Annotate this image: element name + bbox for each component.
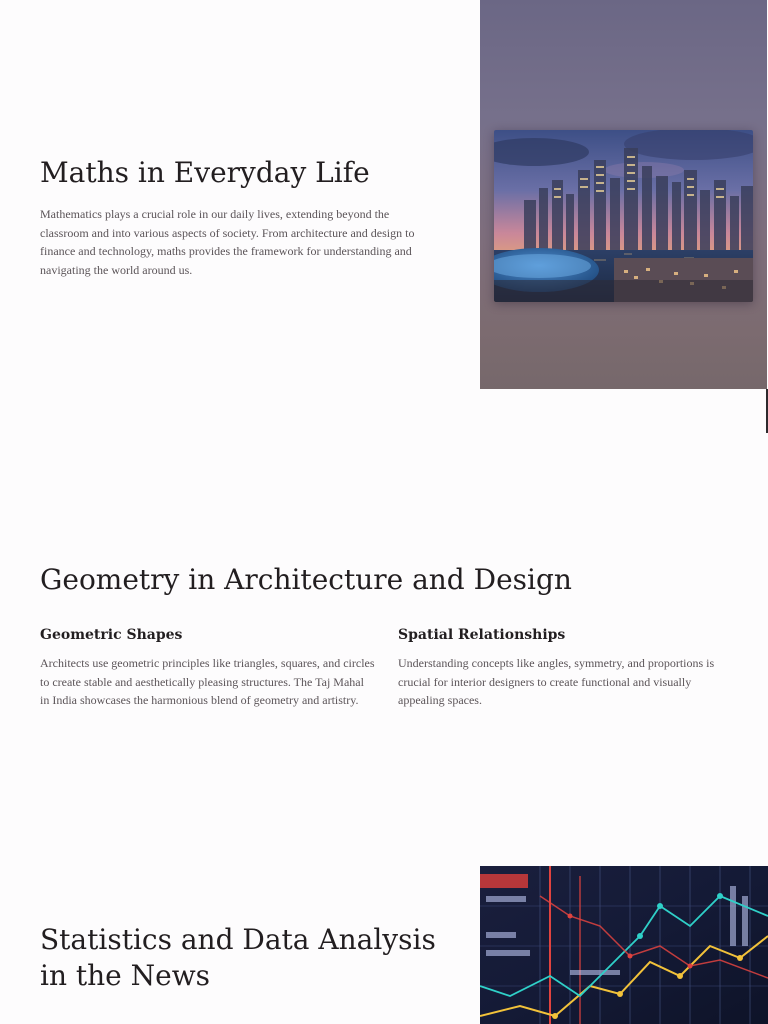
spatial-relationships-column	[398, 625, 733, 710]
statistics-title: Statistics and Data Analysis in the News	[40, 923, 436, 992]
city-skyline-photo	[494, 130, 753, 302]
intro-body: Mathematics plays a crucial role in our daily lives, extending beyond the classroom and into various aspects of society. From architecture and design to finance and technology, maths provides the framework for understanding and navigating the world around us.	[40, 207, 415, 277]
geometric-shapes-text: Architects use geometric principles like triangles, squares, and circles to create stable and aesthetically pleasing structures. The Taj Mahal in India showcases the harmonious blend of geometry and artistry.	[40, 656, 375, 707]
geometry-title: Geometry in Architecture and Design	[40, 563, 572, 596]
geometric-shapes-heading: Geometric Shapes	[40, 627, 183, 643]
spatial-relationships-heading: Spatial Relationships	[398, 627, 566, 643]
data-chart-photo	[480, 866, 768, 1024]
geometric-shapes-column	[40, 625, 375, 710]
spatial-relationships-text: Understanding concepts like angles, symmetry, and proportions is crucial for interior designers to create functional and visually appealing spaces.	[398, 656, 715, 707]
intro-title: Maths in Everyday Life	[40, 156, 370, 189]
